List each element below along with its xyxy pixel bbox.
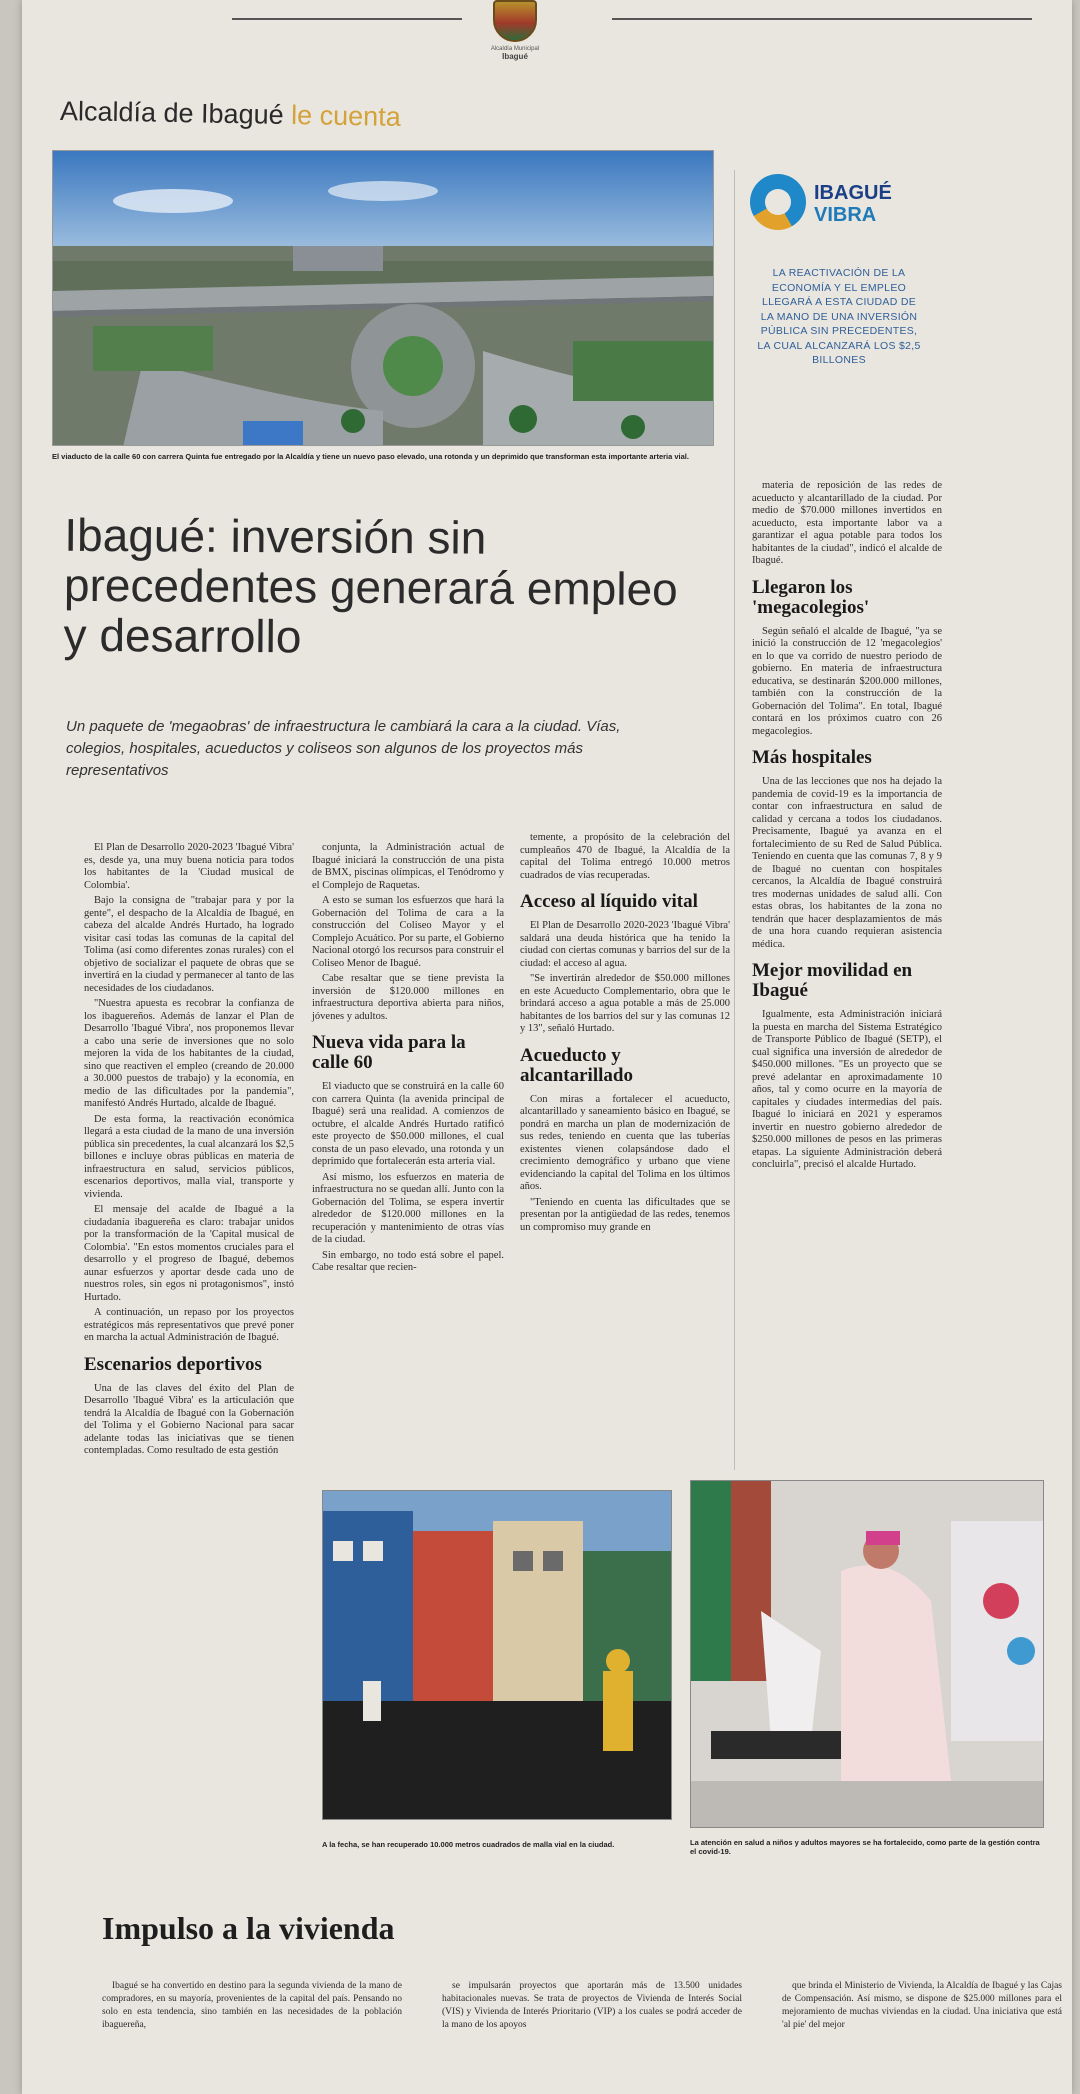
hero-caption: El viaducto de la calle 60 con carrera Quinta fue entregado por la Alcaldía y tiene un nuevo paso elevado, una rotonda y un deprimido que transforman esta importante arteria vial. [52,452,689,461]
hero-image-viaduct [52,150,714,446]
header-rule-right [612,18,1032,20]
municipal-crest [472,0,558,78]
col3-paragraph: "Teniendo en cuenta las dificultades que se presentan por la antigüedad de las redes, tenemos un compromiso muy grande en [520,1196,730,1233]
col1-paragraph: El mensaje del acalde de Ibagué a la ciudadanía ibaguereña es claro: trabajar unidos por la transformación de la 'Capital musical de Colombia'. "En estos momentos cruciales para el desarrollo y el progreso de Ibagué, debemos aunar esfuerzos y aportar desde cada uno de nuestros roles, sin egos ni protagonismos", instó Hurtado. [84,1204,294,1303]
text-movilidad: Igualmente, esta Administración iniciará la puesta en marcha del Sistema Estratégico de Transporte Público de Ibagué (SETP), el cual significa una inversión de alrededor de $450.000 millones. "Es un proyecto que se prevé adelantar en aproximadamente 10 años, tal y como ocurre en la mayoría de capitales y ciudades intermedias del país. Ibagué lo iniciará en 2021 y esperamos invertir en nuestro gobierno alrededor de $250.000 millones de pesos en las primeras etapas. La siguiente Administración deberá concluirla", precisó el alcalde Hurtado. [752,1009,942,1170]
vivienda-text-2: se impulsarán proyectos que aportarán más de 13.500 unidades habitacionales nuevas. Se trata de proyectos de Vivienda de Interés Social (VIS) y Vivienda de Interés Prioritario (VIP) a los cuales se podrá acceder de la mano de los apoyos [442,1981,742,2030]
col3-paragraph: temente, a propósito de la celebración del cumpleaños 470 de Ibagué, la Alcaldía de la capital del Tolima entregó 10.000 metros cuadrados de vías recuperadas. [520,832,730,881]
col2-paragraph: A esto se suman los esfuerzos que hará la Gobernación del Tolima de cara a la construcción del Coliseo Mayor y el Complejo Acuático. Por su parte, el Gobierno Nacional otorgó los recursos para construir el Coliseo Menor de Ibagué. [312,895,504,969]
col2-paragraph: conjunta, la Administración actual de Ibagué iniciará la construcción de una pista de BMX, piscinas olímpicas, el Tenódromo y el Complejo de Raquetas. [312,842,504,891]
col1-paragraph: "Nuestra apuesta es recobrar la confianza de los ibaguereños. Además de lanzar el Plan de Desarrollo 'Ibagué Vibra', nos proponemos llevar a cabo una serie de inversiones que no solo mejoren la vida de los habitantes de la ciudad, sino que reactiven el empleo (creando de 20.000 a 30.000 puestos de trabajo) y la economía, en medio de las dificultades por la pandemia", manifestó Andrés Hurtado, alcalde de Ibagué. [84,998,294,1109]
logo-line1: IBAGUÉ [814,182,892,204]
right-intro: materia de reposición de las redes de acueducto y alcantarillado de la ciudad. Por medio de $70.000 millones invertidos en acueducto, esta importante labor va a garantizar el agua potable para todos los habitantes de la ciudad", indicó el alcalde de Ibagué. [752,480,942,566]
vivienda-text-1: Ibagué se ha convertido en destino para la segunda vivienda de la mano de compradores, en su mayoría, provenientes de la capital del país. Pensando no solo en esta tendencia, sino también en las necesidades de la población ibaguereña, [102,1981,402,2030]
crest-subtitle: Alcaldía Municipal [490,46,540,52]
subhead-acueducto: Acueducto y alcantarillado [520,1044,633,1086]
col2-paragraph: Así mismo, los esfuerzos en materia de infraestructura no se quedan allí. Junto con la Gobernación del Tolima, se espera invertir alrededor de $120.000 millones en la recuperación y mantenimiento de otras vías de la ciudad. [312,1171,504,1245]
vivienda-text-3: que brinda el Ministerio de Vivienda, la Alcaldía de Ibagué y las Cajas de Compensación. Así mismo, se dispone de $25.000 millones para el mejoramiento de muchas viviendas en la ciudad. Una iniciativa que está 'al pie' del mejor [782,1981,1062,2030]
viaduct-illustration [53,151,714,446]
col3-paragraph: Con miras a fortalecer el acueducto, alcantarillado y saneamiento básico en Ibagué, se pondrá en marcha un plan de modernización de sus redes, teniendo en cuenta que las tuberías existentes vienen colapsándose dado el crecimiento demográfico y urbano que viene evidenciando la capital del Tolima en los últimos años. [520,1093,730,1192]
col2-paragraph: Sin embargo, no todo está sobre el papel. Cabe resaltar que recien- [312,1249,504,1273]
subhead-movilidad: Mejor movilidad en Ibagué [752,960,913,1001]
col1-paragraph: Una de las claves del éxito del Plan de Desarrollo 'Ibagué Vibra' es la articulación que tendrá la Alcaldía de Ibagué con la Gobernación del Tolima y el Gobierno Nacional para sacar adelante todas las iniciativas que se tienen contempladas. Como resultado de esta gestión [84,1382,294,1456]
logo-line2: VIBRA [814,204,877,226]
subhead-calle-60: Nueva vida para la calle 60 [312,1032,466,1073]
vivienda-col-3 [782,1980,1062,2035]
pull-quote: LA REACTIVACIÓN DE LA ECONOMÍA Y EL EMPLEO LLEGARÁ A ESTA CIUDAD DE LA MANO DE UNA INVERSIÓN PÚBLICA SIN PRECEDENTES, LA CUAL ALCANZARÁ LOS $2,5 BILLONES [757,267,921,366]
col3-paragraph: El Plan de Desarrollo 2020-2023 'Ibagué Vibra' saldará una deuda histórica que ha tenido la ciudad con ciertas comunas y barrios del sur de la ciudad: el acceso al agua. [520,920,730,969]
column-3 [520,832,730,1237]
column-2 [312,842,504,1278]
health-care-illustration [691,1481,1044,1828]
subhead-acceso: Acceso al líquido vital [520,891,698,912]
coat-of-arms-icon [493,0,537,42]
col3-paragraph: "Se invertirán alrededor de $50.000 millones en este Acueducto Complementario, obra que le brindará acceso a agua potable a más de 25.000 habitantes de los barrios del sur y las comunas 12 y 13", señaló Hurtado. [520,973,730,1034]
col1-paragraph: A continuación, un repaso por los proyectos estratégicos más representativos que prevé poner en marcha la actual Administración de Ibagué. [84,1307,294,1343]
col2-paragraph: El viaducto que se construirá en la calle 60 con carrera Quinta (la avenida principal de Ibagué) será una realidad. A comienzos de octubre, el alcalde Andrés Hurtado ratificó este proyecto de $50.000 millones, el cual consta de un paso elevado, una rotonda y un deprimido que fortalecerán esta arteria vial. [312,1081,504,1167]
vivienda-col-2 [442,1980,742,2035]
headline: Ibagué: inversión sin precedentes generará empleo y desarrollo [63,508,678,663]
subhead-deportivos: Escenarios deportivos [84,1353,262,1375]
section-label-light: le cuenta [290,100,402,132]
col1-paragraph: De esta forma, la reactivación económica llegará a esta ciudad de la mano de una inversión pública sin precedentes, la cual alcanzará los $2,5 billones e incluye obras públicas en materia de infraestructura en salud, servicios públicos, escenarios deportivos, malla vial, transporte y vivienda. [84,1113,294,1200]
deck: Un paquete de 'megaobras' de infraestructura le cambiará la cara a la ciudad. Vías, colegios, hospitales, acueductos y coliseos son algunos de los proyectos más representativos [66,718,621,779]
col1-paragraph: Bajo la consigna de "trabajar para y por la gente", el despacho de la Alcaldía de Ibagué, en cabeza del alcalde Andrés Hurtado, ha logrado visitar casi todas las comunas de la capital del Tolima (así como diferentes zonas rurales) con el objetivo de socializar el paquete de obras que se invertirá en la ciudad y permanecer al tanto de las necesidades de los ciudadanos. [84,895,294,994]
text-hospitales: Una de las lecciones que nos ha dejado la pandemia de covid-19 es la importancia de contar con infraestructura en salud de calidad y cercana a todos los ciudadanos. Precisamente, Ibagué ya avanza en el fortalecimiento de su Red de Salud Pública. Teniendo en cuenta que las comunas 7, 8 y 9 de Ibagué no cuentan con hospitales cercanos, la Alcaldía de Ibagué construirá tres modernas unidades de salud allí. Con estas obras, los habitantes de la zona no tendrán que hacer desplazamientos de más de una hora cuando requieran asistencia médica. [752,776,942,950]
section-label: Alcaldía de Ibagué [59,96,284,130]
street-work-illustration [323,1491,672,1820]
photo-health-caption: La atención en salud a niños y adultos mayores se ha fortalecido, como parte de la gestión contra el covid-19. [690,1838,1040,1856]
section-header [60,96,401,133]
newspaper-page [22,0,1072,2094]
ibague-vibra-logo [750,174,920,234]
photo-health-care [690,1480,1044,1828]
vivienda-title: Impulso a la vivienda [102,1910,395,1946]
subhead-megacolegios: Llegaron los 'megacolegios' [752,576,870,618]
right-column [752,480,942,1175]
crest-name: Ibagué [502,52,528,61]
column-rule [734,170,735,1470]
header-rule-left [232,18,462,20]
col1-paragraph: El Plan de Desarrollo 2020-2023 'Ibagué Vibra' es, desde ya, una muy buena noticia para todos los habitantes de la 'Ciudad musical de Colombia'. [84,842,294,891]
ibague-vibra-logo-icon [750,174,806,230]
photo-street-caption: A la fecha, se han recuperado 10.000 metros cuadrados de malla vial en la ciudad. [322,1840,615,1849]
vivienda-col-1 [102,1980,402,2035]
photo-street-work [322,1490,672,1820]
text-megacolegios: Según señaló el alcalde de Ibagué, "ya se inició la construcción de 12 'megacolegios' en lo que va corrido de nuestro periodo de gobierno. En materia de infraestructura educativa, se destinarán $200.000 millones, también con la construcción de la Gobernación del Tolima". En total, Ibagué contará en los próximos cuatro con 26 megacolegios. [752,625,942,737]
col2-paragraph: Cabe resaltar que se tiene prevista la inversión de $120.000 millones en infraestructura deportiva abierta para niños, jóvenes y adultos. [312,973,504,1022]
column-1 [84,842,294,1461]
subhead-hospitales: Más hospitales [752,747,872,768]
